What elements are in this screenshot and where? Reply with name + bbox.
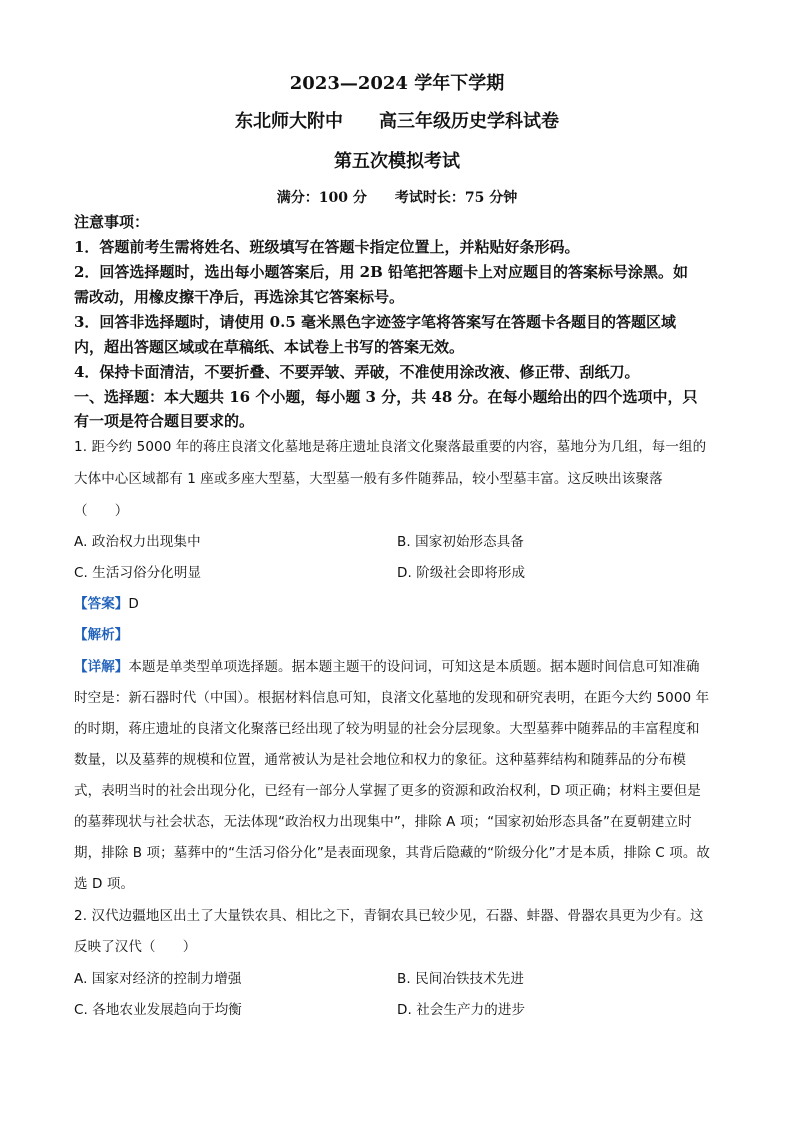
question-2-stem: 2. 汉代边疆地区出土了大量铁农具、相比之下，青铜农具已较少见，石器、蚌器、骨器农具更为少有。这 xyxy=(74,908,704,924)
question-1-detail-line: 的墓葬现状与社会状态，无法体现“政治权力出现集中”，排除 A 项；“国家初始形态具备”在夏朝建立时 xyxy=(74,814,692,830)
notes-line: 4．保持卡面清洁，不要折叠、不要弄皱、弄破，不准使用涂改液、修正带、刮纸刀。 xyxy=(74,363,640,381)
detail-line: 本题是单类型单项选择题。据本题主题干的设问词，可知这是本质题。据本题时间信息可知准确 xyxy=(128,659,700,675)
question-1-stem: （ ） xyxy=(74,503,129,519)
notes-line: 需改动，用橡皮擦干净后，再选涂其它答案标号。 xyxy=(74,288,405,306)
question-1-detail xyxy=(74,658,700,676)
question-1-option-c: C. 生活习俗分化明显 xyxy=(74,565,202,581)
header-year: 2023—2024 学年下学期 xyxy=(289,73,505,94)
question-1-analysis-tag xyxy=(74,626,128,644)
question-2-option-c: C. 各地农业发展趋向于均衡 xyxy=(74,1002,242,1018)
notes-line: 3．回答非选择题时，请使用 0.5 毫米黑色字迹签字笔将答案写在答题卡各题目的答题区域 xyxy=(74,313,676,331)
question-1-answer xyxy=(74,595,139,613)
question-1-detail-line: 期，排除 B 项；墓葬中的“生活习俗分化”是表面现象，其背后隐藏的“阶级分化”才是本质，排除 C 项。故 xyxy=(74,845,711,861)
question-2-option-a: A. 国家对经济的控制力增强 xyxy=(74,971,242,987)
question-1-option-d: D. 阶级社会即将形成 xyxy=(397,565,526,581)
question-1-detail-line: 式，表明当时的社会出现分化，已经有一部分人掌握了更多的资源和政治权利，D 项正确；材料主要但是 xyxy=(74,783,701,799)
detail-tag: 【详解】 xyxy=(74,659,129,675)
section-heading: 有一项是符合题目要求的。 xyxy=(74,412,255,430)
question-1-detail-line: 的时期，蒋庄遗址的良渚文化聚落已经出现了较为明显的社会分层现象。大型墓葬中随葬品的丰富程度和 xyxy=(74,721,700,737)
question-1-option-b: B. 国家初始形态具备 xyxy=(397,534,524,550)
question-2-option-b: B. 民间冶铁技术先进 xyxy=(397,971,524,987)
question-1-detail-line: 时空是：新石器时代（中国）。根据材料信息可知，良渚文化墓地的发现和研究表明，在距今大约 5000 年 xyxy=(74,690,710,706)
answer-value: D xyxy=(128,596,139,612)
question-1-stem: 1. 距今约 5000 年的蒋庄良渚文化墓地是蒋庄遗址良渚文化聚落最重要的内容，墓地分为几组，每一组的 xyxy=(74,439,707,455)
notes-line: 1．答题前考生需将姓名、班级填写在答题卡指定位置上，并粘贴好条形码。 xyxy=(74,238,580,256)
question-1-detail-line: 数量，以及墓葬的规模和位置，通常被认为是社会地位和权力的象征。这种墓葬结构和随葬品的分布模 xyxy=(74,752,686,768)
question-1-stem: 大体中心区域都有 1 座或多座大型墓，大型墓一般有多件随葬品，较小型墓丰富。这反映出该聚落 xyxy=(74,471,663,487)
analysis-tag: 【解析】 xyxy=(74,627,129,643)
question-2-option-d: D. 社会生产力的进步 xyxy=(397,1002,526,1018)
header-school-line: 东北师大附中 高三年级历史学科试卷 xyxy=(235,111,559,132)
notes-title: 注意事项： xyxy=(74,213,150,231)
question-1-detail-line: 选 D 项。 xyxy=(74,876,135,892)
notes-line: 2．回答选择题时，选出每小题答案后，用 2B 铅笔把答题卡上对应题目的答案标号涂黑。如 xyxy=(74,263,689,281)
question-2-stem: 反映了汉代（ ） xyxy=(74,939,197,955)
answer-tag: 【答案】 xyxy=(74,596,129,612)
header-meta: 满分：100 分 考试时长：75 分钟 xyxy=(276,190,518,206)
notes-line: 内，超出答题区域或在草稿纸、本试卷上书写的答案无效。 xyxy=(74,338,465,356)
question-1-option-a: A. 政治权力出现集中 xyxy=(74,534,201,550)
section-heading: 一、选择题：本大题共 16 个小题，每小题 3 分，共 48 分。在每小题给出的四个选项中，只 xyxy=(74,388,698,406)
header-exam: 第五次模拟考试 xyxy=(334,151,460,172)
